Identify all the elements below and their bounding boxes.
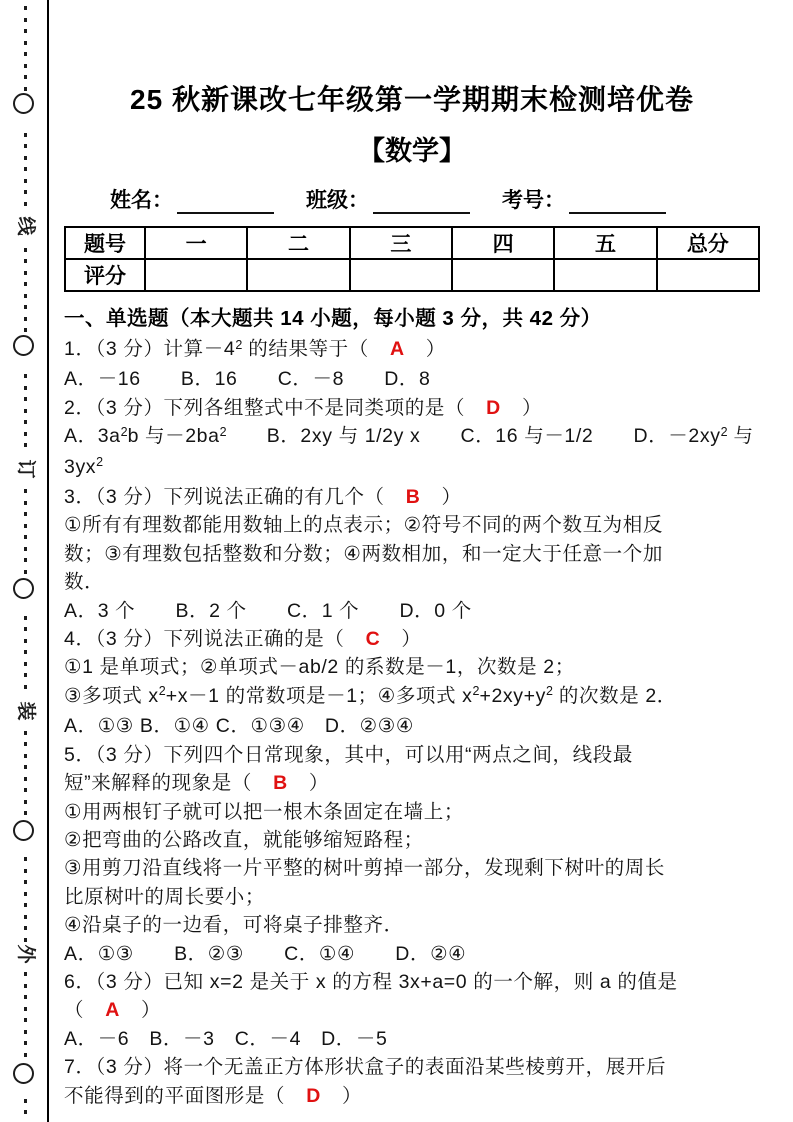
superscript: 2 [219,424,227,439]
class-label: 班级： [306,189,369,212]
binding-dot [24,64,27,68]
binding-dot [24,52,27,56]
question-q3 [64,483,760,625]
question-line: （ A ） [64,999,162,1022]
binding-dot [24,294,27,298]
class-field [306,184,470,214]
binding-dot [24,328,27,332]
binding-dot [24,1099,27,1103]
binding-dot [24,259,27,263]
binding-dot [24,742,27,746]
binding-dot [24,570,27,574]
binding-dot [24,87,27,91]
binding-dot [24,984,27,988]
binding-dot [24,524,27,528]
name-label: 姓名： [110,189,173,212]
binding-dot [24,903,27,907]
question-line: 6．（3 分）已知 x=2 是关于 x 的方程 3x+a=0 的一个解，则 a 的值是 [64,970,678,993]
superscript: 2 [235,337,243,352]
binding-dot [24,420,27,424]
binding-dot [24,765,27,769]
question-q1 [64,335,760,394]
score-cell [554,259,656,291]
question-line: A．$3a^2b$ 与$-2ba^2$ B．2xy 与 1/2y x C．16 与－1/2 D．$-2xy^2$ 与 [64,424,754,448]
binding-dot [24,179,27,183]
question-line: 2．（3 分）下列各组整式中不是同类项的是（ D ） [64,396,543,419]
question-line: 不能得到的平面图形是（ D ） [64,1084,363,1107]
question-line: ④沿桌子的一边看，可将桌子排整齐． [64,914,404,937]
question-line: 比原树叶的周长要小； [64,885,266,908]
binding-dot [24,972,27,976]
question-line: $3yx^2$ [64,455,104,478]
section-title: 一、单选题（本大题共 14 小题，每小题 3 分，共 42 分） [64,307,602,330]
binding-dot [24,1007,27,1011]
exam-content [64,0,760,1110]
exam-number-field [502,184,666,214]
score-header-cell: 五 [554,227,656,259]
binding-circle [13,1063,34,1084]
binding-rule-line [47,0,49,1122]
binding-dot [24,857,27,861]
binding-circle [13,93,34,114]
answer-letter-B: B [273,772,288,795]
binding-dot [24,202,27,206]
binding-dot [24,29,27,33]
question-line: ③多项式 $x^2+x-1$ 的常数项是－1；④多项式 $x^2+2xy+y^2$ 的次数是 2． [64,684,677,707]
binding-dot [24,190,27,194]
binding-dot [24,271,27,275]
binding-dot [24,1041,27,1045]
score-table-header-row [65,227,759,259]
binding-dot [24,374,27,378]
binding-dot [24,938,27,942]
binding-circle [13,820,34,841]
score-row-label: 评分 [65,259,145,291]
binding-dot [24,443,27,447]
score-cell [145,259,247,291]
binding-dot [24,432,27,436]
score-header-cell: 总分 [657,227,759,259]
score-cell [247,259,349,291]
binding-dot [24,167,27,171]
score-header-cell: 一 [145,227,247,259]
binding-dot [24,386,27,390]
binding-dot [24,41,27,45]
questions [64,335,760,1110]
answer-letter-C: C [365,628,381,651]
binding-dot [24,1018,27,1022]
binding-dot [24,489,27,493]
question-line: 1．（3 分）计算$-4^2$ 的结果等于（ A ） [64,337,446,360]
question-line: A．－6 B．－3 C．－4 D．－5 [64,1027,388,1050]
binding-dot [24,731,27,735]
binding-dot [24,915,27,919]
binding-dot [24,1110,27,1114]
student-info-row [110,184,760,214]
question-line: A．3 个 B．2 个 C．1 个 D．0 个 [64,599,472,622]
binding-dot [24,547,27,551]
question-q2 [64,394,760,483]
binding-dot [24,639,27,643]
binding-dot [24,397,27,401]
binding-dot [24,1053,27,1057]
answer-letter-D: D [306,1084,321,1107]
binding-dot [24,616,27,620]
answer-letter-B: B [405,486,421,509]
score-table [64,226,760,292]
binding-dot [24,75,27,79]
question-line: ①用两根钉子就可以把一根木条固定在墙上； [64,800,464,823]
question-line: ①1 是单项式；②单项式－ab/2 的系数是－1，次数是 2； [64,656,575,679]
binding-dot [24,501,27,505]
answer-letter-D: D [486,396,501,419]
name-blank-line [177,194,274,214]
question-line: ②把弯曲的公路改直，就能够缩短路程； [64,828,424,851]
superscript: 2 [720,424,728,439]
binding-dot [24,926,27,930]
score-header-cell: 三 [350,227,452,259]
question-q6 [64,968,760,1053]
score-header-cell: 题号 [65,227,145,259]
binding-dot [24,811,27,815]
question-line: 4．（3 分）下列说法正确的是（ C ） [64,628,422,651]
binding-dot [24,685,27,689]
binding-dot [24,133,27,137]
score-header-cell: 四 [452,227,554,259]
binding-dot [24,995,27,999]
superscript: 2 [120,424,128,439]
score-cell [350,259,452,291]
binding-dot [24,673,27,677]
binding-dot [24,18,27,22]
binding-circle [13,335,34,356]
question-line: A．－16 B．16 C．－8 D．8 [64,368,431,391]
superscript: 2 [472,684,480,699]
exam-number-blank-line [569,194,666,214]
binding-dot [24,6,27,10]
question-line: 7．（3 分）将一个无盖正方体形状盒子的表面沿某些棱剪开，展开后 [64,1056,667,1079]
answer-letter-A: A [105,999,120,1022]
binding-dot [24,156,27,160]
question-q5 [64,741,760,968]
score-header-cell: 二 [247,227,349,259]
question-line: A．①③ B．②③ C．①④ D．②④ [64,942,467,965]
binding-char-装: 装 [15,701,36,721]
binding-char-线: 线 [15,216,36,236]
binding-margin [0,0,50,1122]
question-line: 短”来解释的现象是（ B ） [64,772,329,795]
exam-subject: 【数学】 [358,136,466,166]
binding-dot [24,662,27,666]
binding-dot [24,535,27,539]
binding-dot [24,627,27,631]
question-q7 [64,1053,760,1110]
question-line: 5．（3 分）下列四个日常现象，其中，可以用“两点之间，线段最 [64,743,633,766]
binding-dot [24,558,27,562]
binding-circle [13,578,34,599]
question-q4 [64,625,760,741]
question-line: A．①③ B．①④ C．①③④ D．②③④ [64,715,414,738]
class-blank-line [373,194,470,214]
binding-dot [24,880,27,884]
superscript: 2 [545,684,553,699]
score-table-score-row [65,259,759,291]
question-line: ①所有有理数都能用数轴上的点表示；②符号不同的两个数互为相反 [64,514,663,537]
binding-dot [24,869,27,873]
binding-dot [24,282,27,286]
name-field [110,184,274,214]
binding-dot [24,1030,27,1034]
binding-dot [24,650,27,654]
score-cell [452,259,554,291]
score-cell [657,259,759,291]
question-line: 数． [64,571,105,594]
binding-dot [24,317,27,321]
exam-title: 25 秋新课改七年级第一学期期末检测培优卷 [130,84,694,115]
binding-dot [24,248,27,252]
question-line: 3．（3 分）下列说法正确的有几个（ B ） [64,486,462,509]
superscript: 2 [158,684,166,699]
question-line: 数；③有理数包括整数和分数；④两数相加，和一定大于任意一个加 [64,542,663,565]
question-line: ③用剪刀沿直线将一片平整的树叶剪掉一部分，发现剩下树叶的周长 [64,857,665,880]
binding-dot [24,512,27,516]
binding-char-订: 订 [15,459,36,479]
binding-dot [24,800,27,804]
binding-dot [24,409,27,413]
binding-char-外: 外 [15,944,36,964]
binding-dot [24,754,27,758]
exam-number-label: 考号： [502,189,565,212]
binding-dot [24,144,27,148]
superscript: 2 [96,455,104,470]
binding-dot [24,777,27,781]
binding-dot [24,892,27,896]
binding-dot [24,788,27,792]
answer-letter-A: A [389,338,405,360]
binding-dot [24,305,27,309]
